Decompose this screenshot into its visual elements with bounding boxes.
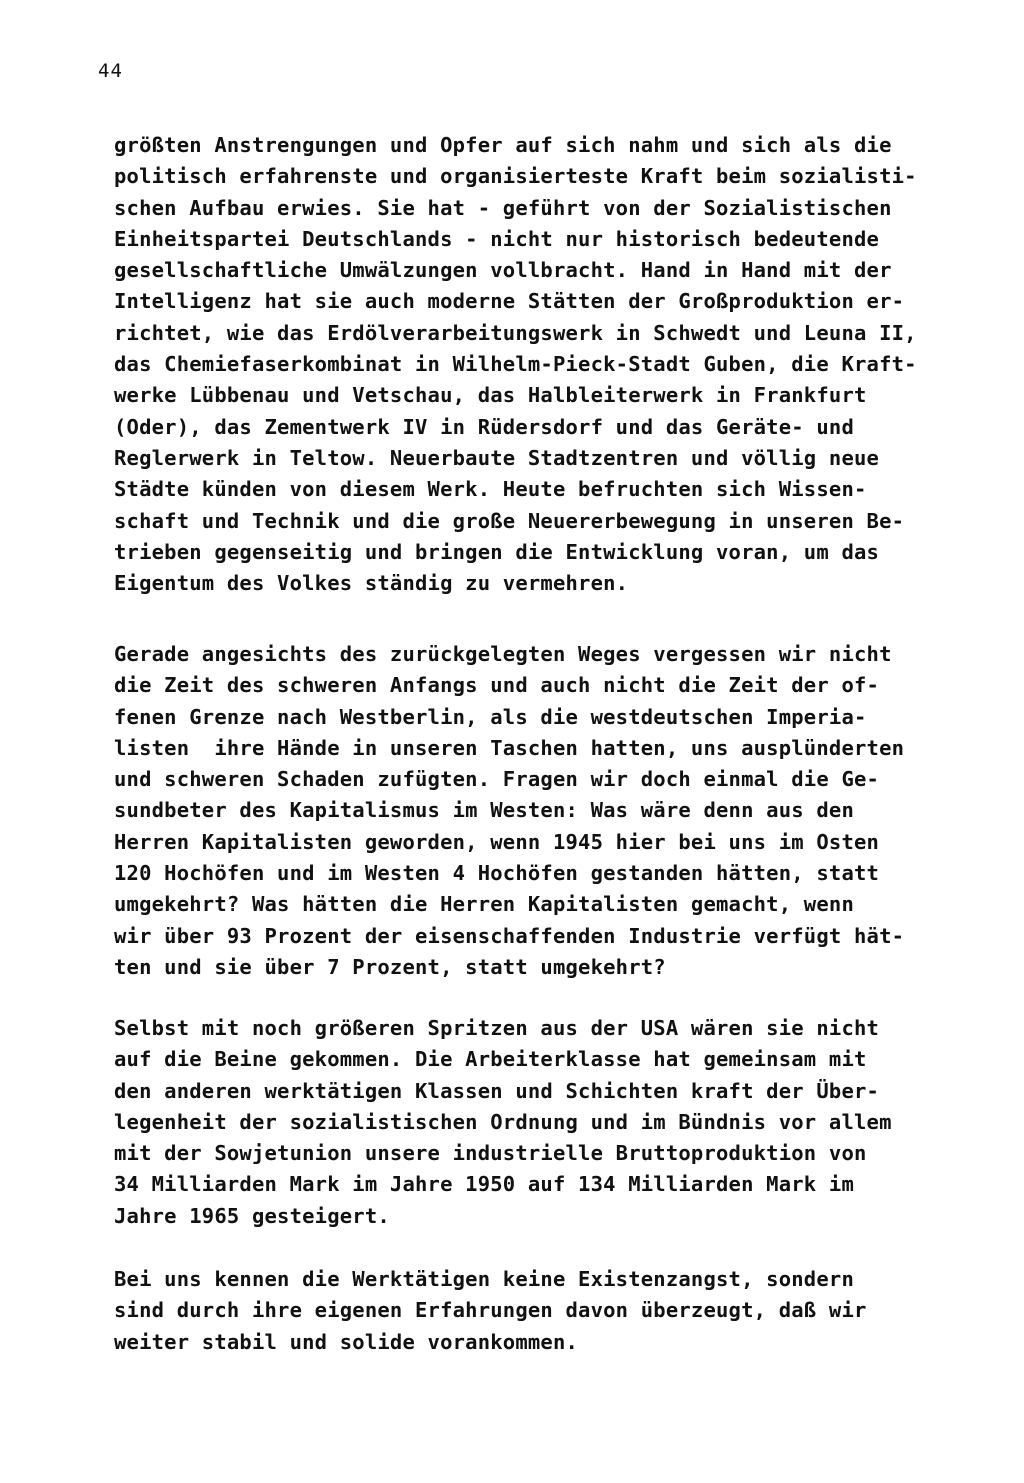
text-line: werke Lübbenau und Vetschau, das Halbleiterwerk in Frankfurt (114, 383, 867, 408)
paragraph-3 (114, 1013, 892, 1232)
text-line: ten und sie über 7 Prozent, statt umgekehrt? (114, 954, 666, 979)
text-line: wir über 93 Prozent der eisenschaffenden Industrie verfügt hät- (114, 923, 905, 948)
page-number: 44 (98, 60, 123, 82)
text-line: trieben gegenseitig und bringen die Entwicklung voran, um das (114, 539, 880, 564)
text-line: das Chemiefaserkombinat in Wilhelm-Pieck-Stadt Guben, die Kraft- (114, 352, 917, 377)
text-line: politisch erfahrenste und organisierteste Kraft beim sozialisti- (114, 164, 917, 189)
text-line: den anderen werktätigen Klassen und Schichten kraft der Über- (114, 1078, 880, 1103)
text-line: gesellschaftliche Umwälzungen vollbracht. Hand in Hand mit der (114, 258, 892, 283)
text-line: Bei uns kennen die Werktätigen keine Existenzangst, sondern (114, 1267, 854, 1291)
paragraph-2 (114, 639, 904, 983)
text-line: Herren Kapitalisten geworden, wenn 1945 hier bei uns im Osten (114, 829, 880, 854)
text-line: listen ihre Hände in unseren Taschen hatten, uns ausplünderten (114, 735, 905, 760)
text-line: 34 Milliarden Mark im Jahre 1950 auf 134 Milliarden Mark im (114, 1172, 854, 1197)
text-line: mit der Sowjetunion unsere industrielle Bruttoproduktion von (114, 1141, 867, 1166)
paragraph-1 (114, 130, 917, 599)
text-line: größten Anstrengungen und Opfer auf sich nahm und sich als die (114, 133, 892, 157)
text-line: (Oder), das Zementwerk IV in Rüdersdorf und das Geräte- und (114, 414, 854, 439)
text-line: fenen Grenze nach Westberlin, als die westdeutschen Imperia- (114, 704, 867, 729)
text-line: sind durch ihre eigenen Erfahrungen davon überzeugt, daß wir (114, 1298, 867, 1323)
text-line: sundbeter des Kapitalismus im Westen: Was wäre denn aus den (114, 798, 854, 823)
text-line: Selbst mit noch größeren Spritzen aus der USA wären sie nicht (114, 1016, 880, 1040)
text-line: Reglerwerk in Teltow. Neuerbaute Stadtzentren und völlig neue (114, 445, 880, 470)
text-line: auf die Beine gekommen. Die Arbeiterklasse hat gemeinsam mit (114, 1047, 867, 1072)
text-line: 120 Hochöfen und im Westen 4 Hochöfen gestanden hätten, statt (114, 861, 880, 886)
text-line: Jahre 1965 gesteigert. (114, 1203, 390, 1228)
text-line: Eigentum des Volkes ständig zu vermehren. (114, 571, 629, 596)
text-line: Intelligenz hat sie auch moderne Stätten der Großproduktion er- (114, 289, 905, 314)
text-line: richtet, wie das Erdölverarbeitungswerk in Schwedt und Leuna II, (114, 320, 917, 345)
text-line: und schweren Schaden zufügten. Fragen wir doch einmal die Ge- (114, 767, 880, 792)
text-line: schen Aufbau erwies. Sie hat - geführt von der Sozialistischen (114, 195, 892, 220)
text-line: Einheitspartei Deutschlands - nicht nur historisch bedeutende (114, 226, 880, 251)
text-line: weiter stabil und solide vorankommen. (114, 1329, 579, 1354)
text-line: legenheit der sozialistischen Ordnung und im Bündnis vor allem (114, 1109, 892, 1134)
text-line: schaft und Technik und die große Neuererbewegung in unseren Be- (114, 508, 905, 533)
text-line: umgekehrt? Was hätten die Herren Kapitalisten gemacht, wenn (114, 892, 854, 917)
text-line: die Zeit des schweren Anfangs und auch nicht die Zeit der of- (114, 673, 880, 698)
text-line: Städte künden von diesem Werk. Heute befruchten sich Wissen- (114, 477, 867, 502)
text-line: Gerade angesichts des zurückgelegten Weges vergessen wir nicht (114, 642, 892, 666)
paragraph-4 (114, 1264, 867, 1358)
